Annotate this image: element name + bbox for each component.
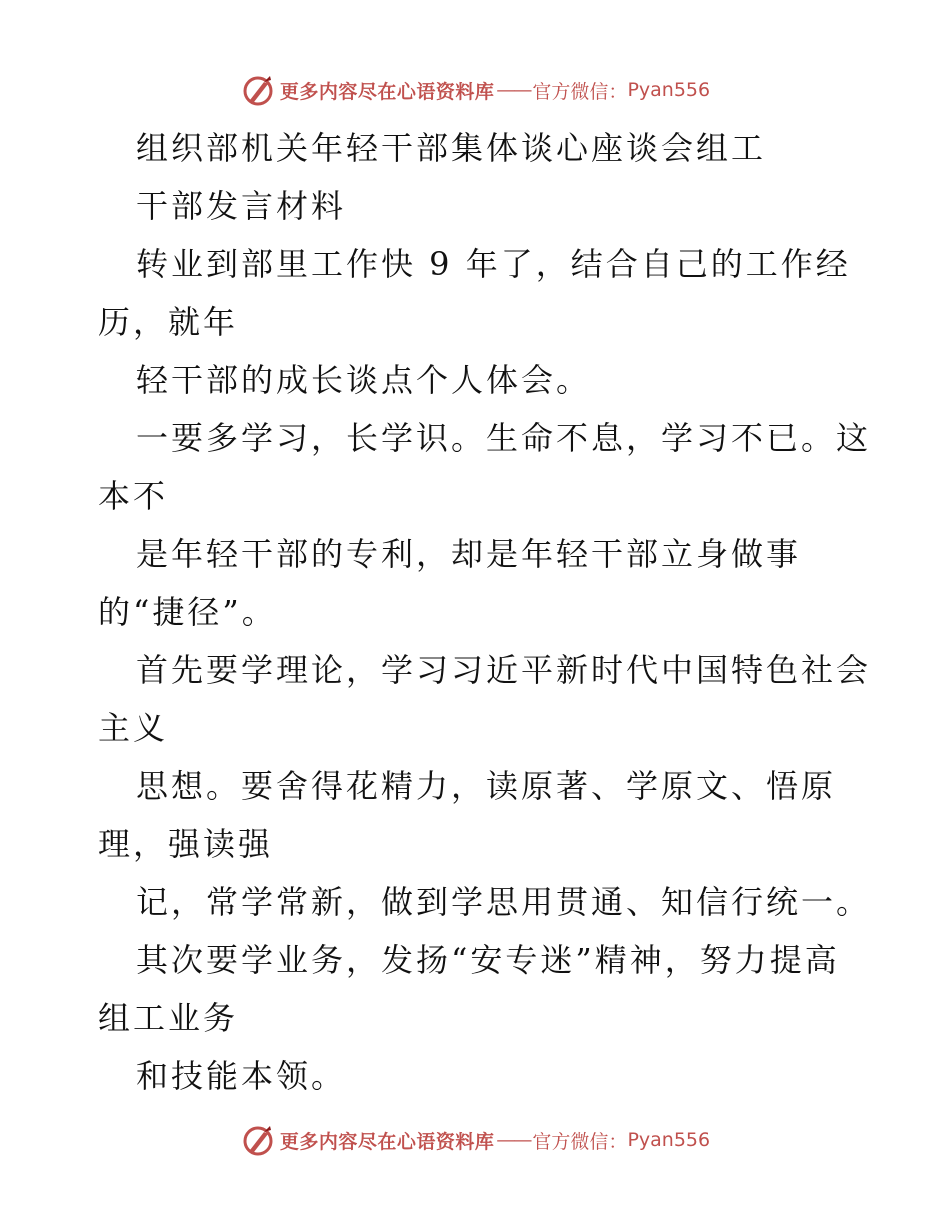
banner-main-text: 更多内容尽在心语资料库 xyxy=(279,80,495,103)
title-line-2: 干部发言材料 xyxy=(136,187,347,225)
header-banner xyxy=(0,70,950,110)
paragraph-line: 理，强读强 xyxy=(98,825,274,863)
paragraph-line: 一要多学习，长学识。生命不息，学习不已。这 xyxy=(136,419,872,457)
paragraph-line: 组工业务 xyxy=(98,999,239,1037)
banner-side-text: 官方微信： xyxy=(532,80,628,103)
paragraph-line: 是年轻干部的专利，却是年轻干部立身做事 xyxy=(136,535,802,573)
paragraph-line: 主义 xyxy=(98,709,169,747)
banner-dash: —— xyxy=(496,79,531,101)
paragraph-line: 的“捷径”。 xyxy=(98,593,277,631)
banner-side-text: 官方微信： xyxy=(532,1130,628,1153)
banner-main-text: 更多内容尽在心语资料库 xyxy=(279,1130,495,1153)
title-line-1: 组织部机关年轻干部集体谈心座谈会组工 xyxy=(136,129,767,167)
paragraph-line: 历，就年 xyxy=(98,303,239,341)
quill-logo-icon xyxy=(240,72,276,108)
paragraph-line: 首先要学理论，学习习近平新时代中国特色社会 xyxy=(136,651,872,689)
paragraph-line: 和技能本领。 xyxy=(136,1057,347,1095)
banner-wechat-id: Pyan556 xyxy=(627,79,711,101)
paragraph-line: 转业到部里工作快 9 年了，结合自己的工作经 xyxy=(136,245,851,283)
paragraph-line: 本不 xyxy=(98,477,169,515)
paragraph-line: 轻干部的成长谈点个人体会。 xyxy=(136,361,592,399)
quill-logo-icon xyxy=(240,1122,276,1158)
paragraph-line: 其次要学业务，发扬“安专迷”精神，努力提高 xyxy=(136,941,840,979)
banner-dash: —— xyxy=(496,1129,531,1151)
paragraph-line: 思想。要舍得花精力，读原著、学原文、悟原 xyxy=(136,767,837,805)
footer-banner xyxy=(0,1120,950,1160)
banner-wechat-id: Pyan556 xyxy=(627,1129,711,1151)
paragraph-line: 记，常学常新，做到学思用贯通、知信行统一。 xyxy=(136,883,872,921)
